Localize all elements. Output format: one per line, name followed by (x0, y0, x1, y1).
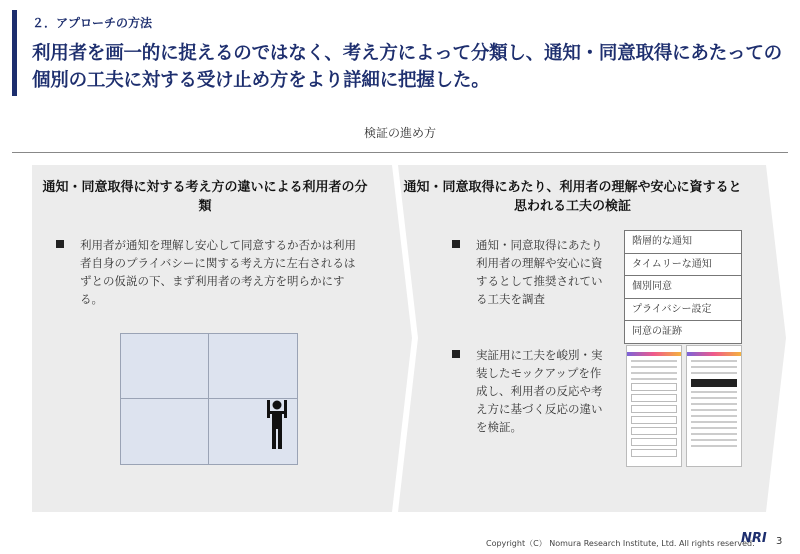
measure-item: プライバシー設定 (625, 298, 741, 321)
left-panel-title: 通知・同意取得に対する考え方の違いによる利用者の分類 (42, 180, 368, 214)
copyright: Copyright（C） Nomura Research Institute, Ltd. All rights reserved. (486, 539, 755, 548)
bullet-square-icon (56, 240, 64, 248)
measure-item: 同意の証跡 (625, 320, 741, 343)
company-logo: NRI (741, 531, 767, 546)
matrix-vertical-line (208, 334, 209, 464)
mockup-screen-2 (686, 345, 742, 467)
right-bullet-1-text: 通知・同意取得にあたり利用者の理解や安心に資するとして推奨されている工夫を調査 (476, 238, 603, 306)
bullet-square-icon (452, 350, 460, 358)
right-bullet-2-text: 実証用に工夫を峻別・実装したモックアップを作成し、利用者の反応や考え方に基づく反応の違いを検証。 (476, 348, 603, 434)
page-headline: 利用者を画一的に捉えるのではなく、考え方によって分類し、通知・同意取得にあたっての個別の工夫に対する受け止め方をより詳細に把握した。 (32, 43, 782, 91)
measures-list (624, 230, 742, 344)
measure-item: タイムリーな通知 (625, 253, 741, 276)
right-panel-title: 通知・同意取得にあたり、利用者の理解や安心に資すると思われる工夫の検証 (403, 180, 742, 214)
bullet-square-icon (452, 240, 460, 248)
process-subtitle: 検証の進め方 (363, 126, 436, 140)
measure-item: 個別同意 (625, 275, 741, 298)
measure-item: 階層的な通知 (632, 236, 692, 247)
page-number: 3 (776, 536, 783, 547)
person-arms-raised-icon (266, 400, 288, 450)
section-label: ２．アプローチの方法 (32, 16, 153, 30)
mockup-screen-1 (626, 345, 682, 467)
matrix-horizontal-line (121, 398, 297, 399)
left-bullet-text: 利用者が通知を理解し安心して同意するか否かは利用者自身のプライバシーに関する考え方に左右されるはずとの仮説の下、まず利用者の考え方を明らかにする。 (80, 238, 356, 306)
